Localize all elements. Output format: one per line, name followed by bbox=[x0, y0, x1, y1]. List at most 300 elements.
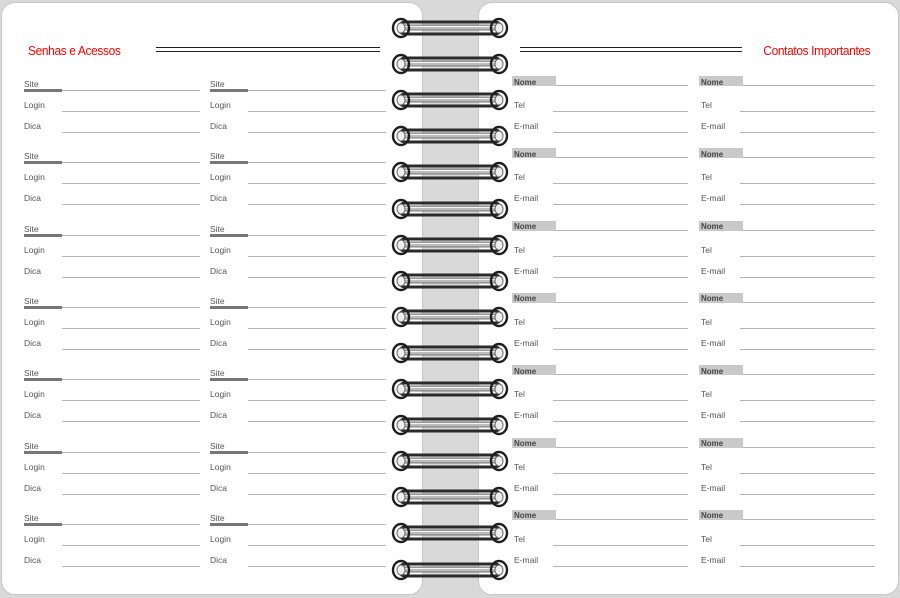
email-write-line[interactable] bbox=[553, 494, 688, 495]
dica-label: Dica bbox=[24, 265, 42, 276]
contact-entry bbox=[699, 509, 875, 573]
email-label: E-mail bbox=[701, 337, 726, 348]
dica-write-line[interactable] bbox=[62, 204, 200, 205]
site-write-line[interactable] bbox=[62, 307, 200, 308]
nome-label: Nome bbox=[701, 294, 724, 304]
tel-write-line[interactable] bbox=[553, 545, 688, 546]
login-write-line[interactable] bbox=[248, 111, 386, 112]
dica-row bbox=[24, 334, 200, 355]
tel-row bbox=[512, 96, 688, 117]
site-row bbox=[24, 437, 200, 458]
nome-label: Nome bbox=[514, 149, 537, 159]
site-row bbox=[210, 364, 386, 385]
tel-label: Tel bbox=[701, 461, 712, 472]
dica-row bbox=[24, 406, 200, 427]
tel-label: Tel bbox=[514, 461, 525, 472]
nome-write-line[interactable] bbox=[743, 374, 875, 375]
email-write-line[interactable] bbox=[553, 566, 688, 567]
site-underline-bar bbox=[24, 161, 62, 164]
login-write-line[interactable] bbox=[248, 545, 386, 546]
password-entry bbox=[210, 509, 386, 573]
password-entry bbox=[24, 509, 200, 573]
password-entry bbox=[24, 364, 200, 428]
tel-label: Tel bbox=[701, 172, 712, 183]
dica-label: Dica bbox=[210, 265, 228, 276]
dica-label: Dica bbox=[210, 337, 228, 348]
email-write-line[interactable] bbox=[740, 277, 875, 278]
right-page-title: Contatos Importantes bbox=[763, 43, 870, 58]
login-write-line[interactable] bbox=[62, 545, 200, 546]
dica-row bbox=[210, 479, 386, 500]
login-write-line[interactable] bbox=[62, 183, 200, 184]
email-write-line[interactable] bbox=[740, 421, 875, 422]
login-label: Login bbox=[210, 172, 231, 183]
site-label: Site bbox=[210, 368, 225, 379]
dica-write-line[interactable] bbox=[248, 421, 386, 422]
nome-label-bar bbox=[699, 510, 743, 520]
site-row bbox=[210, 509, 386, 530]
tel-write-line[interactable] bbox=[553, 256, 688, 257]
site-underline-bar bbox=[24, 306, 62, 309]
tel-label: Tel bbox=[514, 389, 525, 400]
nome-label: Nome bbox=[514, 366, 537, 376]
site-write-line[interactable] bbox=[62, 162, 200, 163]
nome-write-line[interactable] bbox=[743, 230, 875, 231]
nome-write-line[interactable] bbox=[556, 230, 688, 231]
site-underline-bar bbox=[24, 378, 62, 381]
login-row bbox=[210, 241, 386, 262]
dica-label: Dica bbox=[24, 121, 42, 131]
tel-write-line[interactable] bbox=[740, 545, 875, 546]
email-label: E-mail bbox=[514, 410, 539, 421]
nome-label: Nome bbox=[701, 222, 724, 232]
login-write-line[interactable] bbox=[62, 111, 200, 112]
dica-label: Dica bbox=[210, 482, 228, 493]
nome-label-bar bbox=[512, 293, 556, 303]
site-underline-bar bbox=[24, 523, 62, 526]
dica-row bbox=[210, 551, 386, 572]
login-label: Login bbox=[210, 461, 231, 472]
email-row bbox=[699, 406, 875, 427]
tel-row bbox=[699, 530, 875, 551]
dica-row bbox=[24, 262, 200, 283]
nome-label-bar bbox=[699, 365, 743, 375]
site-underline-bar bbox=[210, 89, 248, 92]
dica-row bbox=[210, 406, 386, 427]
site-label: Site bbox=[210, 440, 225, 451]
nome-write-line[interactable] bbox=[743, 519, 875, 520]
email-row bbox=[699, 551, 875, 572]
login-row bbox=[24, 458, 200, 479]
dica-label: Dica bbox=[24, 482, 42, 493]
dica-write-line[interactable] bbox=[62, 277, 200, 278]
email-row bbox=[512, 406, 688, 427]
email-write-line[interactable] bbox=[553, 204, 688, 205]
nome-label-bar bbox=[699, 76, 743, 86]
nome-write-line[interactable] bbox=[556, 85, 688, 86]
email-row bbox=[512, 551, 688, 572]
site-label: Site bbox=[210, 79, 225, 89]
login-label: Login bbox=[24, 244, 45, 255]
email-row bbox=[699, 189, 875, 210]
site-label: Site bbox=[24, 223, 39, 234]
login-write-line[interactable] bbox=[248, 400, 386, 401]
site-row bbox=[210, 437, 386, 458]
tel-row bbox=[512, 168, 688, 189]
tel-label: Tel bbox=[514, 316, 525, 327]
site-underline-bar bbox=[24, 89, 62, 92]
login-write-line[interactable] bbox=[248, 473, 386, 474]
tel-row bbox=[699, 313, 875, 334]
site-label: Site bbox=[24, 151, 39, 162]
email-write-line[interactable] bbox=[740, 349, 875, 350]
login-row bbox=[210, 530, 386, 551]
email-row bbox=[699, 479, 875, 500]
nome-write-line[interactable] bbox=[743, 447, 875, 448]
nome-label: Nome bbox=[701, 77, 724, 87]
email-label: E-mail bbox=[701, 193, 726, 204]
nome-row bbox=[512, 147, 688, 168]
login-row bbox=[210, 458, 386, 479]
site-label: Site bbox=[210, 151, 225, 162]
email-write-line[interactable] bbox=[740, 566, 875, 567]
tel-row bbox=[699, 96, 875, 117]
nome-label: Nome bbox=[514, 77, 537, 87]
dica-write-line[interactable] bbox=[62, 421, 200, 422]
nome-row bbox=[699, 364, 875, 385]
dica-write-line[interactable] bbox=[62, 349, 200, 350]
tel-label: Tel bbox=[701, 100, 712, 110]
contact-entry bbox=[699, 220, 875, 284]
tel-write-line[interactable] bbox=[740, 400, 875, 401]
dica-row bbox=[210, 262, 386, 283]
site-write-line[interactable] bbox=[62, 452, 200, 453]
login-write-line[interactable] bbox=[62, 328, 200, 329]
site-row bbox=[210, 292, 386, 313]
tel-write-line[interactable] bbox=[553, 328, 688, 329]
nome-label-bar bbox=[699, 221, 743, 231]
login-write-line[interactable] bbox=[248, 183, 386, 184]
login-write-line[interactable] bbox=[248, 328, 386, 329]
tel-write-line[interactable] bbox=[740, 111, 875, 112]
left-page bbox=[1, 2, 423, 595]
dica-write-line[interactable] bbox=[248, 277, 386, 278]
tel-write-line[interactable] bbox=[740, 256, 875, 257]
dica-row bbox=[24, 189, 200, 210]
site-label: Site bbox=[24, 512, 39, 523]
contact-entry bbox=[699, 292, 875, 356]
login-write-line[interactable] bbox=[62, 256, 200, 257]
dica-label: Dica bbox=[210, 121, 228, 131]
contact-entry bbox=[512, 147, 688, 211]
login-label: Login bbox=[24, 461, 45, 472]
site-label: Site bbox=[24, 79, 39, 89]
nome-label: Nome bbox=[514, 222, 537, 232]
left-title-rule bbox=[156, 47, 380, 52]
nome-label-bar bbox=[699, 293, 743, 303]
nome-label-bar bbox=[512, 148, 556, 158]
contact-entry bbox=[512, 292, 688, 356]
contact-entry bbox=[512, 509, 688, 573]
tel-write-line[interactable] bbox=[553, 183, 688, 184]
tel-row bbox=[699, 168, 875, 189]
email-write-line[interactable] bbox=[553, 132, 688, 133]
login-write-line[interactable] bbox=[62, 473, 200, 474]
email-write-line[interactable] bbox=[740, 204, 875, 205]
nome-write-line[interactable] bbox=[743, 85, 875, 86]
site-underline-bar bbox=[210, 234, 248, 237]
contact-entry bbox=[512, 220, 688, 284]
password-entry bbox=[24, 220, 200, 284]
login-row bbox=[24, 530, 200, 551]
email-write-line[interactable] bbox=[740, 132, 875, 133]
nome-write-line[interactable] bbox=[556, 447, 688, 448]
nome-label: Nome bbox=[514, 439, 537, 448]
right-title-rule bbox=[520, 47, 742, 52]
login-label: Login bbox=[24, 100, 45, 110]
tel-label: Tel bbox=[514, 172, 525, 183]
email-row bbox=[512, 334, 688, 355]
site-row bbox=[210, 75, 386, 96]
nome-label-bar bbox=[512, 76, 556, 86]
site-row bbox=[24, 292, 200, 313]
dica-row bbox=[210, 334, 386, 355]
dica-label: Dica bbox=[210, 554, 228, 565]
dica-label: Dica bbox=[24, 193, 42, 204]
email-row bbox=[512, 479, 688, 500]
nome-label-bar bbox=[699, 438, 743, 448]
nome-write-line[interactable] bbox=[556, 157, 688, 158]
email-row bbox=[512, 117, 688, 138]
site-underline-bar bbox=[24, 234, 62, 237]
password-entry bbox=[210, 437, 386, 501]
left-page-title: Senhas e Acessos bbox=[28, 43, 121, 58]
email-label: E-mail bbox=[701, 121, 726, 131]
dica-row bbox=[24, 479, 200, 500]
password-entry bbox=[210, 220, 386, 284]
tel-write-line[interactable] bbox=[740, 183, 875, 184]
site-write-line[interactable] bbox=[248, 162, 386, 163]
nome-row bbox=[699, 220, 875, 241]
dica-write-line[interactable] bbox=[62, 494, 200, 495]
login-label: Login bbox=[210, 533, 231, 544]
login-row bbox=[210, 96, 386, 117]
email-write-line[interactable] bbox=[553, 421, 688, 422]
site-write-line[interactable] bbox=[62, 90, 200, 91]
email-label: E-mail bbox=[701, 554, 726, 565]
site-write-line[interactable] bbox=[62, 379, 200, 380]
nome-row bbox=[512, 364, 688, 385]
site-underline-bar bbox=[210, 523, 248, 526]
dica-label: Dica bbox=[24, 554, 42, 565]
login-label: Login bbox=[210, 244, 231, 255]
nome-row bbox=[699, 509, 875, 530]
login-label: Login bbox=[24, 389, 45, 400]
contact-entry bbox=[699, 75, 875, 139]
dica-write-line[interactable] bbox=[62, 132, 200, 133]
site-label: Site bbox=[210, 512, 225, 523]
tel-write-line[interactable] bbox=[553, 111, 688, 112]
email-label: E-mail bbox=[701, 410, 726, 421]
nome-write-line[interactable] bbox=[556, 374, 688, 375]
nome-row bbox=[512, 220, 688, 241]
tel-label: Tel bbox=[514, 100, 525, 110]
tel-write-line[interactable] bbox=[740, 473, 875, 474]
login-row bbox=[210, 168, 386, 189]
dica-label: Dica bbox=[210, 410, 228, 421]
login-label: Login bbox=[24, 533, 45, 544]
tel-row bbox=[512, 530, 688, 551]
dica-write-line[interactable] bbox=[248, 132, 386, 133]
tel-write-line[interactable] bbox=[740, 328, 875, 329]
tel-row bbox=[512, 313, 688, 334]
site-write-line[interactable] bbox=[248, 452, 386, 453]
login-write-line[interactable] bbox=[248, 256, 386, 257]
nome-label-bar bbox=[699, 148, 743, 158]
site-label: Site bbox=[210, 223, 225, 234]
nome-row bbox=[699, 437, 875, 458]
nome-label-bar bbox=[512, 510, 556, 520]
email-row bbox=[699, 262, 875, 283]
email-label: E-mail bbox=[514, 121, 539, 131]
tel-label: Tel bbox=[701, 389, 712, 400]
dica-row bbox=[210, 189, 386, 210]
nome-label-bar bbox=[512, 365, 556, 375]
email-row bbox=[699, 334, 875, 355]
nome-write-line[interactable] bbox=[743, 157, 875, 158]
contact-entry bbox=[699, 147, 875, 211]
site-underline-bar bbox=[210, 451, 248, 454]
email-label: E-mail bbox=[514, 554, 539, 565]
dica-label: Dica bbox=[24, 337, 42, 348]
login-label: Login bbox=[24, 316, 45, 327]
nome-label: Nome bbox=[514, 294, 537, 304]
site-underline-bar bbox=[24, 451, 62, 454]
nome-write-line[interactable] bbox=[556, 519, 688, 520]
email-label: E-mail bbox=[701, 482, 726, 493]
dica-row bbox=[24, 551, 200, 572]
contact-entry bbox=[699, 364, 875, 428]
tel-row bbox=[512, 458, 688, 479]
site-label: Site bbox=[24, 295, 39, 306]
nome-row bbox=[699, 292, 875, 313]
tel-row bbox=[512, 385, 688, 406]
email-write-line[interactable] bbox=[740, 494, 875, 495]
email-write-line[interactable] bbox=[553, 349, 688, 350]
login-row bbox=[210, 313, 386, 334]
dica-label: Dica bbox=[210, 193, 228, 204]
tel-write-line[interactable] bbox=[553, 400, 688, 401]
site-write-line[interactable] bbox=[248, 524, 386, 525]
site-label: Site bbox=[210, 295, 225, 306]
email-label: E-mail bbox=[701, 265, 726, 276]
dica-write-line[interactable] bbox=[248, 494, 386, 495]
right-page bbox=[478, 2, 899, 595]
site-row bbox=[24, 75, 200, 96]
login-label: Login bbox=[210, 316, 231, 327]
login-label: Login bbox=[24, 172, 45, 183]
site-label: Site bbox=[24, 368, 39, 379]
login-write-line[interactable] bbox=[62, 400, 200, 401]
login-label: Login bbox=[210, 100, 231, 110]
site-write-line[interactable] bbox=[248, 379, 386, 380]
tel-row bbox=[512, 241, 688, 262]
nome-label: Nome bbox=[701, 439, 724, 448]
nome-label: Nome bbox=[701, 149, 724, 159]
site-row bbox=[210, 147, 386, 168]
email-label: E-mail bbox=[514, 193, 539, 204]
email-row bbox=[512, 262, 688, 283]
password-entry bbox=[24, 75, 200, 139]
nome-row bbox=[512, 292, 688, 313]
nome-write-line[interactable] bbox=[556, 302, 688, 303]
password-entry bbox=[24, 437, 200, 501]
site-underline-bar bbox=[210, 378, 248, 381]
tel-write-line[interactable] bbox=[553, 473, 688, 474]
dica-write-line[interactable] bbox=[248, 204, 386, 205]
dica-row bbox=[210, 117, 386, 138]
contact-entry bbox=[512, 75, 688, 139]
site-write-line[interactable] bbox=[62, 524, 200, 525]
password-entry bbox=[210, 364, 386, 428]
password-entry bbox=[210, 292, 386, 356]
login-row bbox=[24, 313, 200, 334]
email-row bbox=[512, 189, 688, 210]
dica-write-line[interactable] bbox=[248, 566, 386, 567]
site-write-line[interactable] bbox=[248, 90, 386, 91]
site-write-line[interactable] bbox=[248, 307, 386, 308]
nome-row bbox=[699, 75, 875, 96]
nome-row bbox=[512, 75, 688, 96]
password-entry bbox=[210, 147, 386, 211]
nome-row bbox=[699, 147, 875, 168]
email-label: E-mail bbox=[514, 482, 539, 493]
email-label: E-mail bbox=[514, 337, 539, 348]
site-write-line[interactable] bbox=[248, 235, 386, 236]
dica-write-line[interactable] bbox=[248, 349, 386, 350]
nome-row bbox=[512, 509, 688, 530]
tel-row bbox=[699, 385, 875, 406]
dica-row bbox=[24, 117, 200, 138]
contact-entry bbox=[512, 437, 688, 501]
nome-write-line[interactable] bbox=[743, 302, 875, 303]
nome-label-bar bbox=[512, 221, 556, 231]
tel-row bbox=[699, 458, 875, 479]
nome-label: Nome bbox=[701, 366, 724, 376]
site-underline-bar bbox=[210, 161, 248, 164]
site-write-line[interactable] bbox=[62, 235, 200, 236]
site-row bbox=[210, 220, 386, 241]
site-row bbox=[24, 220, 200, 241]
password-entry bbox=[210, 75, 386, 139]
dica-write-line[interactable] bbox=[62, 566, 200, 567]
email-write-line[interactable] bbox=[553, 277, 688, 278]
tel-label: Tel bbox=[701, 244, 712, 255]
contact-entry bbox=[512, 364, 688, 428]
site-row bbox=[24, 364, 200, 385]
login-row bbox=[24, 241, 200, 262]
site-label: Site bbox=[24, 440, 39, 451]
login-row bbox=[24, 168, 200, 189]
login-row bbox=[24, 96, 200, 117]
tel-label: Tel bbox=[701, 316, 712, 327]
password-entry bbox=[24, 292, 200, 356]
dica-label: Dica bbox=[24, 410, 42, 421]
contact-entry bbox=[699, 437, 875, 501]
password-entry bbox=[24, 147, 200, 211]
nome-label: Nome bbox=[514, 511, 537, 521]
email-row bbox=[699, 117, 875, 138]
